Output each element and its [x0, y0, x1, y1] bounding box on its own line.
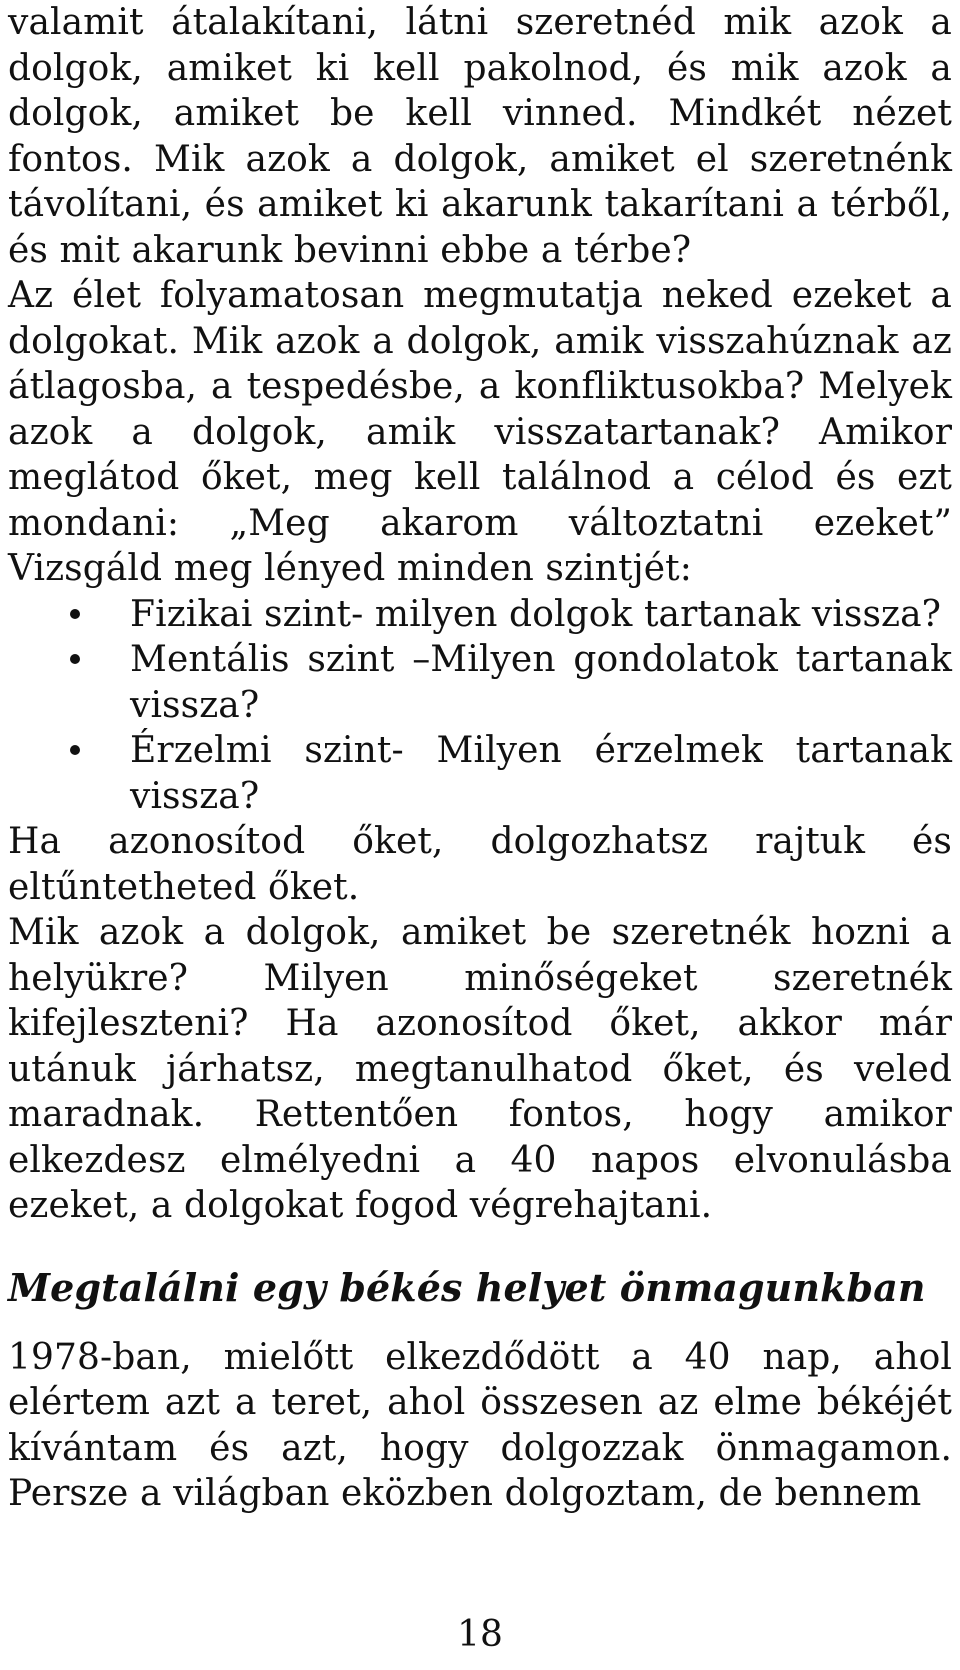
bullet-icon — [70, 745, 80, 755]
body-paragraph: Mik azok a dolgok, amiket be szeretnék hozni a helyükre? Milyen minőségeket szeretnék kifejleszteni? Ha azonosítod őket, akkor már utánuk járhatsz, megtanulhatod őket, és veled maradnak. Rettentően fontos, hogy amikor elkezdesz elmélyedni a 40 napos elvonulásba ezeket, a dolgokat fogod végrehajtani. — [8, 912, 952, 1226]
page-number: 18 — [457, 1614, 503, 1655]
body-paragraph: Ha azonosítod őket, dolgozhatsz rajtuk és eltűntetheted őket. — [8, 821, 952, 908]
list-item — [8, 592, 952, 638]
bullet-list — [8, 592, 952, 820]
bullet-icon — [70, 654, 80, 664]
list-item — [8, 637, 952, 728]
section-heading: Megtalálni egy békés helyet önmagunkban — [8, 1264, 926, 1310]
document-page — [8, 0, 952, 1517]
list-item-text: Érzelmi szint- Milyen érzelmek tartanak vissza? — [130, 730, 952, 817]
bullet-icon — [70, 609, 80, 619]
list-item-text: Fizikai szint- milyen dolgok tartanak vissza? — [130, 593, 942, 635]
list-item-text: Mentális szint –Milyen gondolatok tartanak vissza? — [130, 639, 952, 726]
body-paragraph: 1978-ban, mielőtt elkezdődött a 40 nap, ahol elértem azt a teret, ahol összesen az elme békéjét kívántam és azt, hogy dolgozzak önmagamon. Persze a világban eközben dolgoztam, de bennem — [8, 1336, 952, 1514]
list-item — [8, 728, 952, 819]
body-paragraph: valamit átalakítani, látni szeretnéd mik azok a dolgok, amiket ki kell pakolnod, és mik azok a dolgok, amiket be kell vinned. Mindkét nézet fontos. Mik azok a dolgok, amiket el szeretnénk távolítani, és amiket ki akarunk takarítani a térből, és mit akarunk bevinni ebbe a térbe? — [8, 2, 952, 271]
body-paragraph: Az élet folyamatosan megmutatja neked ezeket a dolgokat. Mik azok a dolgok, amik visszahúznak az átlagosba, a tespedésbe, a konfliktusokba? Melyek azok a dolgok, amik visszatartanak? Amikor meglátod őket, meg kell találnod a célod és ezt mondani: „Meg akarom változtatni ezeket” Vizsgáld meg lényed minden szintjét: — [8, 275, 952, 589]
